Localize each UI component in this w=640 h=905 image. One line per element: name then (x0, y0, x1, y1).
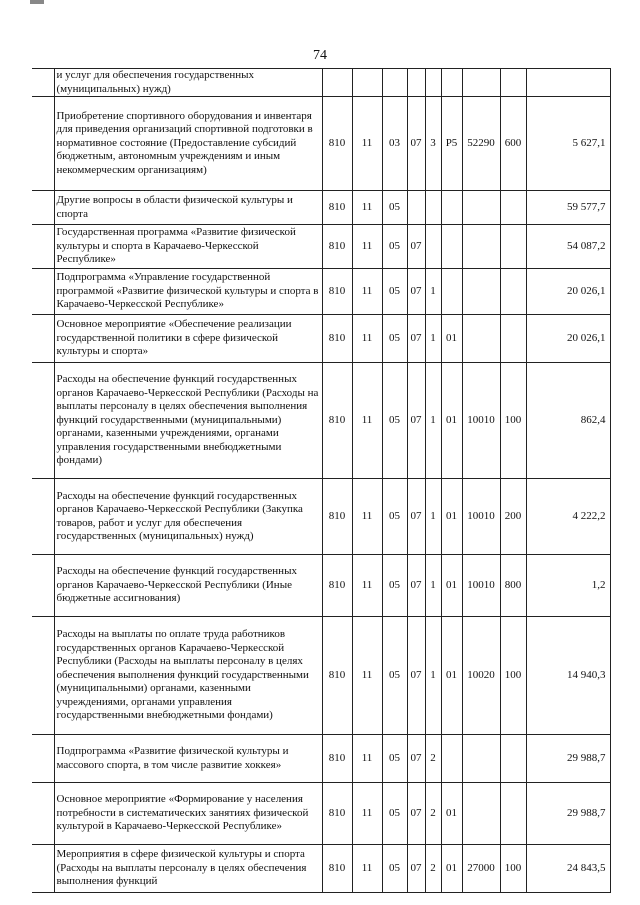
amount-cell: 14 940,3 (526, 617, 610, 735)
ministry-code-cell: 810 (322, 225, 352, 269)
direction-code-cell (462, 783, 500, 845)
scan-artifact (30, 0, 44, 4)
ministry-code-cell (322, 69, 352, 97)
subsection-code-cell (382, 69, 407, 97)
section-code-cell: 11 (352, 97, 382, 191)
ministry-code-cell: 810 (322, 783, 352, 845)
amount-cell: 20 026,1 (526, 315, 610, 363)
subsection-code-cell: 05 (382, 617, 407, 735)
direction-code-cell: 10010 (462, 479, 500, 555)
blank-cell (32, 69, 54, 97)
program-code-cell: 07 (407, 97, 425, 191)
description-cell: Расходы на обеспечение функций государственных органов Карачаево-Черкесской Республики (Закупка товаров, работ и услуг для обеспечения государственных (муниципальных) нужд) (54, 479, 322, 555)
amount-cell: 20 026,1 (526, 269, 610, 315)
subprogram-code-cell: 1 (425, 315, 441, 363)
blank-cell (32, 555, 54, 617)
table-row (32, 191, 610, 225)
amount-cell: 29 988,7 (526, 735, 610, 783)
section-code-cell: 11 (352, 269, 382, 315)
blank-cell (32, 225, 54, 269)
blank-cell (32, 735, 54, 783)
subsection-code-cell: 05 (382, 191, 407, 225)
event-code-cell: 01 (441, 783, 462, 845)
ministry-code-cell: 810 (322, 363, 352, 479)
subsection-code-cell: 05 (382, 735, 407, 783)
subprogram-code-cell: 2 (425, 845, 441, 893)
subprogram-code-cell: 3 (425, 97, 441, 191)
event-code-cell: 01 (441, 479, 462, 555)
blank-cell (32, 191, 54, 225)
subsection-code-cell: 05 (382, 479, 407, 555)
description-cell: Подпрограмма «Развитие физической культуры и массового спорта, в том числе развитие хоккея» (54, 735, 322, 783)
page-number: 74 (313, 48, 327, 63)
budget-table-container (32, 68, 610, 893)
amount-cell: 24 843,5 (526, 845, 610, 893)
subsection-code-cell: 05 (382, 225, 407, 269)
table-row (32, 363, 610, 479)
blank-cell (32, 269, 54, 315)
program-code-cell: 07 (407, 845, 425, 893)
table-row (32, 783, 610, 845)
ministry-code-cell: 810 (322, 555, 352, 617)
direction-code-cell: 10010 (462, 363, 500, 479)
blank-cell (32, 783, 54, 845)
description-cell: Расходы на обеспечение функций государственных органов Карачаево-Черкесской Республики (Иные бюджетные ассигнования) (54, 555, 322, 617)
subsection-code-cell: 05 (382, 845, 407, 893)
event-code-cell: 01 (441, 363, 462, 479)
program-code-cell: 07 (407, 269, 425, 315)
event-code-cell: 01 (441, 555, 462, 617)
table-row (32, 225, 610, 269)
subprogram-code-cell: 1 (425, 363, 441, 479)
subsection-code-cell: 05 (382, 269, 407, 315)
expense-type-code-cell: 100 (500, 845, 526, 893)
amount-cell: 59 577,7 (526, 191, 610, 225)
expense-type-code-cell: 100 (500, 363, 526, 479)
direction-code-cell (462, 735, 500, 783)
program-code-cell: 07 (407, 225, 425, 269)
expense-type-code-cell: 800 (500, 555, 526, 617)
amount-cell: 5 627,1 (526, 97, 610, 191)
description-cell: и услуг для обеспечения государственных (муниципальных) нужд) (54, 69, 322, 97)
ministry-code-cell: 810 (322, 735, 352, 783)
subsection-code-cell: 05 (382, 315, 407, 363)
direction-code-cell: 10020 (462, 617, 500, 735)
event-code-cell (441, 69, 462, 97)
description-cell: Мероприятия в сфере физической культуры и спорта (Расходы на выплаты персоналу в целях обеспечения выполнения функций (54, 845, 322, 893)
program-code-cell (407, 69, 425, 97)
event-code-cell (441, 191, 462, 225)
expense-type-code-cell: 200 (500, 479, 526, 555)
program-code-cell: 07 (407, 617, 425, 735)
event-code-cell (441, 269, 462, 315)
expense-type-code-cell: 600 (500, 97, 526, 191)
section-code-cell: 11 (352, 617, 382, 735)
direction-code-cell (462, 315, 500, 363)
ministry-code-cell: 810 (322, 845, 352, 893)
subsection-code-cell: 05 (382, 363, 407, 479)
ministry-code-cell: 810 (322, 617, 352, 735)
direction-code-cell: 52290 (462, 97, 500, 191)
section-code-cell: 11 (352, 555, 382, 617)
subprogram-code-cell: 1 (425, 555, 441, 617)
event-code-cell: 01 (441, 845, 462, 893)
subprogram-code-cell: 2 (425, 783, 441, 845)
direction-code-cell: 27000 (462, 845, 500, 893)
subprogram-code-cell: 1 (425, 269, 441, 315)
subsection-code-cell: 05 (382, 783, 407, 845)
table-row (32, 69, 610, 97)
expense-type-code-cell: 100 (500, 617, 526, 735)
direction-code-cell (462, 225, 500, 269)
description-cell: Основное мероприятие «Обеспечение реализации государственной политики в сфере физической культуры и спорта» (54, 315, 322, 363)
ministry-code-cell: 810 (322, 479, 352, 555)
section-code-cell: 11 (352, 479, 382, 555)
description-cell: Расходы на обеспечение функций государственных органов Карачаево-Черкесской Республики (Расходы на выплаты персоналу в целях обеспечения выполнения функций государственными (муниципальными) органами, казенными учреждениями, органами управления государственными внебюджетными фондами) (54, 363, 322, 479)
description-cell: Расходы на выплаты по оплате труда работников государственных органов Карачаево-Черкесской Республики (Расходы на выплаты персоналу в целях обеспечения выполнения функций государственными (муниципальными) органами, казенными учреждениями, органами управления государственными внебюджетными фондами) (54, 617, 322, 735)
blank-cell (32, 315, 54, 363)
program-code-cell: 07 (407, 363, 425, 479)
event-code-cell (441, 735, 462, 783)
program-code-cell: 07 (407, 479, 425, 555)
program-code-cell: 07 (407, 315, 425, 363)
program-code-cell: 07 (407, 735, 425, 783)
subsection-code-cell: 05 (382, 555, 407, 617)
direction-code-cell (462, 269, 500, 315)
amount-cell: 54 087,2 (526, 225, 610, 269)
blank-cell (32, 363, 54, 479)
direction-code-cell (462, 69, 500, 97)
amount-cell: 29 988,7 (526, 783, 610, 845)
section-code-cell: 11 (352, 225, 382, 269)
expense-type-code-cell (500, 191, 526, 225)
ministry-code-cell: 810 (322, 191, 352, 225)
section-code-cell: 11 (352, 845, 382, 893)
table-row (32, 479, 610, 555)
direction-code-cell (462, 191, 500, 225)
subprogram-code-cell (425, 69, 441, 97)
section-code-cell: 11 (352, 191, 382, 225)
section-code-cell: 11 (352, 735, 382, 783)
blank-cell (32, 845, 54, 893)
expense-type-code-cell (500, 315, 526, 363)
blank-cell (32, 617, 54, 735)
ministry-code-cell: 810 (322, 315, 352, 363)
amount-cell (526, 69, 610, 97)
table-row (32, 97, 610, 191)
program-code-cell: 07 (407, 555, 425, 617)
table-row (32, 315, 610, 363)
table-row (32, 269, 610, 315)
amount-cell: 1,2 (526, 555, 610, 617)
expense-type-code-cell (500, 225, 526, 269)
event-code-cell: 01 (441, 617, 462, 735)
expense-type-code-cell (500, 269, 526, 315)
description-cell: Приобретение спортивного оборудования и инвентаря для приведения организаций спортивной подготовки в нормативное состояние (Предоставление субсидий бюджетным, автономным учреждениям и иным некоммерческим организациям) (54, 97, 322, 191)
table-row (32, 735, 610, 783)
section-code-cell (352, 69, 382, 97)
description-cell: Государственная программа «Развитие физической культуры и спорта в Карачаево-Черкесской Республике» (54, 225, 322, 269)
section-code-cell: 11 (352, 783, 382, 845)
section-code-cell: 11 (352, 363, 382, 479)
subprogram-code-cell: 2 (425, 735, 441, 783)
ministry-code-cell: 810 (322, 269, 352, 315)
expense-type-code-cell (500, 783, 526, 845)
description-cell: Основное мероприятие «Формирование у населения потребности в систематических занятиях физической культурой в Карачаево-Черкесской Республике» (54, 783, 322, 845)
event-code-cell: P5 (441, 97, 462, 191)
description-cell: Другие вопросы в области физической культуры и спорта (54, 191, 322, 225)
event-code-cell (441, 225, 462, 269)
blank-cell (32, 479, 54, 555)
program-code-cell: 07 (407, 783, 425, 845)
program-code-cell (407, 191, 425, 225)
subprogram-code-cell (425, 225, 441, 269)
subsection-code-cell: 03 (382, 97, 407, 191)
budget-table (32, 68, 611, 893)
subprogram-code-cell: 1 (425, 479, 441, 555)
description-cell: Подпрограмма «Управление государственной программой «Развитие физической культуры и спорта в Карачаево-Черкесской Республике» (54, 269, 322, 315)
direction-code-cell: 10010 (462, 555, 500, 617)
table-row (32, 555, 610, 617)
amount-cell: 862,4 (526, 363, 610, 479)
amount-cell: 4 222,2 (526, 479, 610, 555)
event-code-cell: 01 (441, 315, 462, 363)
section-code-cell: 11 (352, 315, 382, 363)
subprogram-code-cell (425, 191, 441, 225)
table-row (32, 617, 610, 735)
expense-type-code-cell (500, 69, 526, 97)
expense-type-code-cell (500, 735, 526, 783)
ministry-code-cell: 810 (322, 97, 352, 191)
subprogram-code-cell: 1 (425, 617, 441, 735)
blank-cell (32, 97, 54, 191)
table-row (32, 845, 610, 893)
